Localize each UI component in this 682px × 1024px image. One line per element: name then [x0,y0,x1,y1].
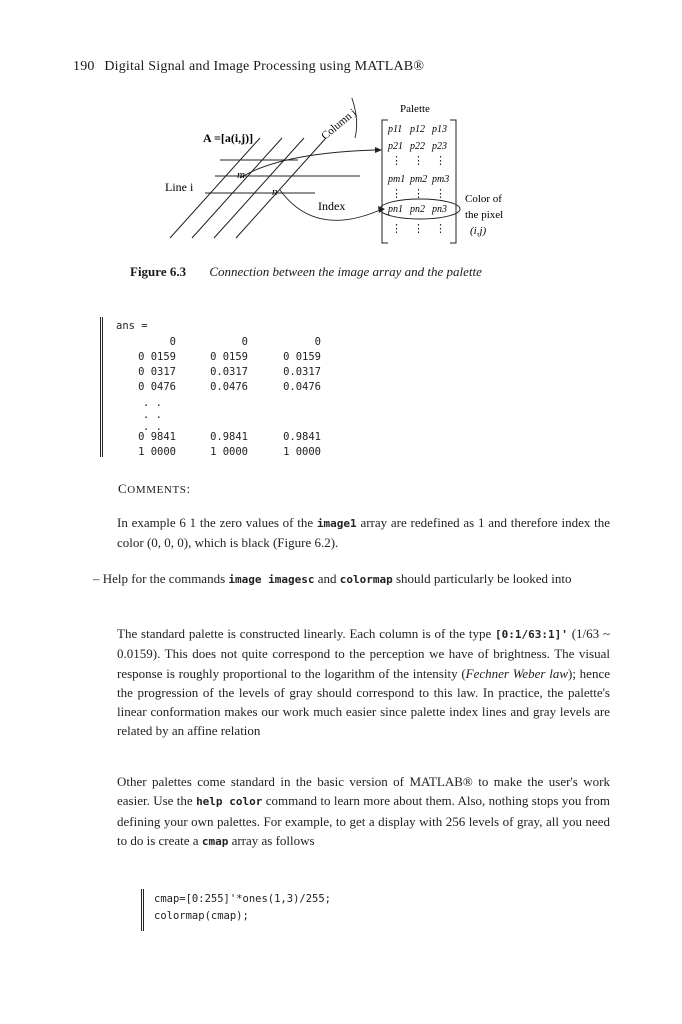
line-label: Line i [165,180,194,194]
text: In example 6 1 the zero values of the [117,515,317,530]
the-pixel-label: the pixel [465,209,504,221]
text: array as follows [228,832,315,848]
text: and [314,571,340,586]
m-label: m [237,169,245,181]
inline-code: image1 [316,517,357,530]
ans-row [116,365,356,380]
ans-cell: 0.0317 [210,366,248,378]
emphasis: Fechner Weber law [465,665,568,681]
text: (1/63 ~ 0.0159). This does not quite correspond to the perception we have of brightness. The visual response is roughly proportional to the logarithm of the intensity ( [117,626,610,681]
inline-code: help color [196,795,263,809]
ans-code-block [100,317,373,457]
pm3: pm3 [432,174,450,185]
text: should particularly be looked into [392,571,572,586]
pn2: pn2 [410,204,425,215]
vdots [391,155,446,235]
ans-cell: 0 9841 [138,431,176,443]
ans-cell: 0.9841 [283,431,321,443]
ans-cell: 0 0159 [283,351,321,363]
paragraph-3 [117,624,610,741]
ans-label: ans = [116,320,148,332]
ans-row [116,380,356,395]
figure-number: Figure 6.3 [130,264,187,279]
ellipsis: . . [143,421,162,433]
paragraph-4 [117,772,610,851]
section-heading [118,481,191,497]
text: The standard palette is constructed linearly. Each column is of the type [117,626,496,641]
ij-label: (i,j) [470,225,487,237]
code-line: cmap=[0:255]'*ones(1,3)/255; [154,893,332,905]
code-line: colormap(cmap); [154,910,249,922]
index-label: Index [318,199,346,213]
pm1: pm1 [388,174,406,185]
ans-row [116,335,356,350]
svg-text:⋮: ⋮ [391,223,402,235]
svg-text:⋮: ⋮ [413,223,424,235]
svg-text:⋮: ⋮ [413,155,424,167]
ans-row [116,430,356,445]
ellipsis: . . [143,409,162,421]
figure-diagram [150,98,530,258]
ans-cell: 0 0317 [138,366,176,378]
paragraph-1 [117,513,610,553]
running-head [73,59,424,75]
column-label: Column j [319,106,359,143]
text: Other palettes come standard in the basic version of MATLAB® to make the user's work easier. Use the [117,774,610,809]
color-of-label: Color of [465,193,502,205]
text: command to learn more about them. Also, nothing stops you from defining your own palettes. For example, to get a display with 256 levels of gray, all you need to do is create a [117,793,610,848]
ans-cell: 1 0000 [283,446,321,458]
p11: p11 [388,124,403,135]
section-colon: : [186,481,191,496]
ans-cell: 1 0000 [138,446,176,458]
ans-cell: 0.0476 [283,381,321,393]
p12: p12 [410,124,425,135]
dash: – [93,571,100,586]
ans-cell: 0.9841 [210,431,248,443]
ans-cell: 1 0000 [210,446,248,458]
ans-row [116,350,356,365]
svg-text:⋮: ⋮ [435,188,446,200]
text: Help for the commands [99,571,229,586]
pm2: pm2 [410,174,428,185]
ans-cell: 0 0476 [138,381,176,393]
matrix-label: A =[a(i,j)] [203,131,254,145]
pn3: pn3 [432,204,447,215]
figure-caption [130,264,482,280]
ans-cell: 0 [241,336,248,348]
text: array are redefined as 1 and therefore index the color (0, 0, 0), which is black (Figure 6.2). [117,515,610,551]
ans-cell: 0.0317 [283,366,321,378]
ans-row [116,445,356,460]
book-title: Digital Signal and Image Processing using MATLAB® [104,59,425,74]
section-initial: C [118,481,128,496]
inline-code: [0:1/63:1]' [495,628,568,641]
text: ); hence the progression of the levels of gray should correspond to this law. In practice, the palette's linear conformation makes our work much easier since palette index lines and gray levels are related by an affine relation [117,665,610,739]
pn1: pn1 [388,204,403,215]
palette-label: Palette [400,103,430,115]
ans-cell: 0.0476 [210,381,248,393]
figure-caption-text: Connection between the image array and the palette [209,264,482,279]
p22: p22 [410,141,425,152]
p23: p23 [432,141,447,152]
ellipsis: . . [143,397,162,409]
arrows [240,98,380,220]
paragraph-2 [93,569,610,589]
svg-text:⋮: ⋮ [413,188,424,200]
cmap-code-block [141,889,414,931]
ans-cell: 0 [169,336,176,348]
svg-text:⋮: ⋮ [391,188,402,200]
ans-cell: 0 [314,336,321,348]
ans-cell: 0 0159 [210,351,248,363]
n-label: n [272,186,278,198]
inline-code: colormap [339,573,393,586]
svg-text:⋮: ⋮ [435,223,446,235]
section-rest: OMMENTS [127,484,187,496]
ans-cell: 0 0159 [138,351,176,363]
page-number: 190 [73,59,95,74]
svg-text:⋮: ⋮ [391,155,402,167]
inline-code: cmap [201,834,229,848]
inline-code: image imagesc [228,573,315,586]
p13: p13 [432,124,447,135]
svg-text:⋮: ⋮ [435,155,446,167]
p21: p21 [388,141,403,152]
arrowheads [375,147,385,213]
